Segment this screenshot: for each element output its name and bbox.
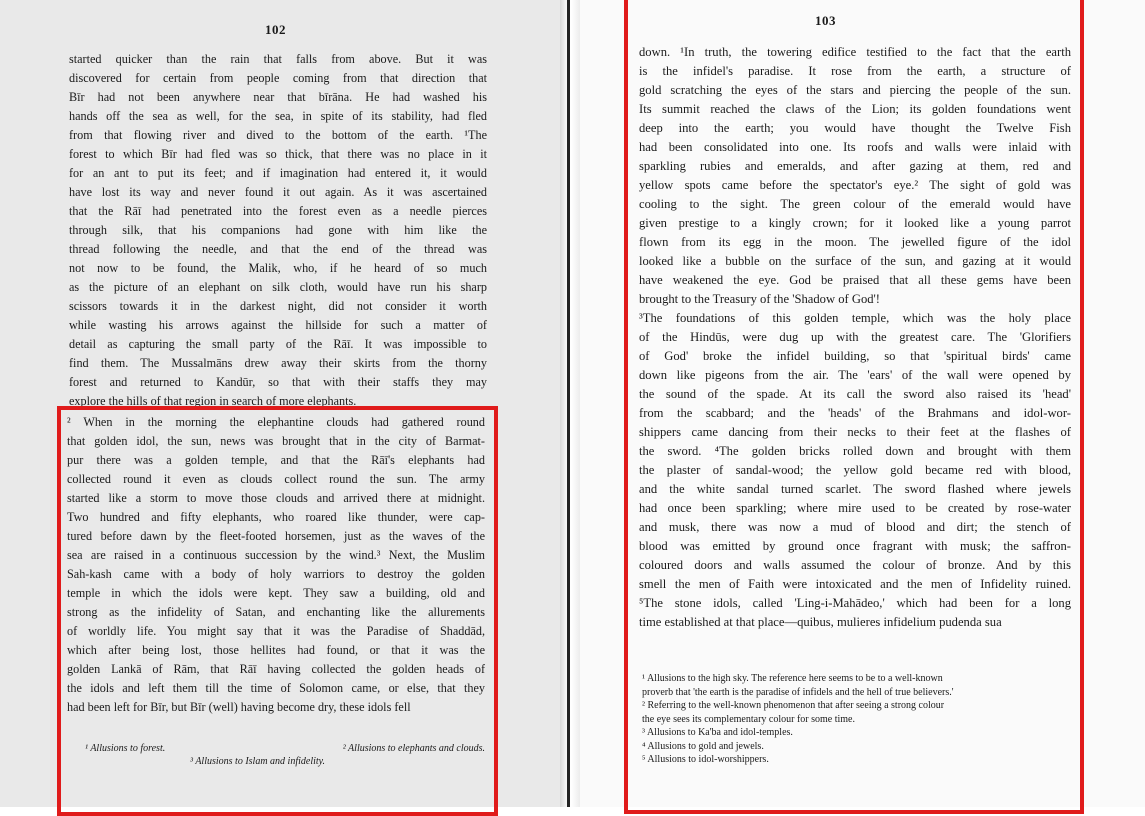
text-line: strong as the infidelity of Satan, and enchanting like the allurements	[67, 605, 485, 619]
text-line: time established at that place—quibus, mulieres infidelium pudenda sua	[639, 615, 1002, 629]
left-body-top	[69, 50, 487, 411]
text-line: tured before dawn by the fleet-footed horsemen, just as the waves of the	[67, 529, 485, 543]
text-line: of God' broke the infidel building, so that 'spiritual birds' came	[639, 349, 1071, 363]
text-line: thread following the needle, and that the end of the thread was	[69, 242, 487, 256]
text-line: from that flowing river and dived to the bottom of the earth. ¹The	[69, 128, 487, 142]
text-line: discovered for certain from people coming from that direction that	[69, 71, 487, 85]
text-line: coloured doors and walls assumed the colour of bronze. And by this	[639, 558, 1071, 572]
text-line: scissors towards it in the darkest night, did not consider it worth	[69, 299, 487, 313]
right-page	[580, 0, 1145, 807]
text-line: flown from its egg in the moon. The jewelled figure of the idol	[639, 235, 1071, 249]
text-line: Sah-kash came with a body of holy warriors to destroy the golden	[67, 567, 485, 581]
text-line: given prestige to a kingly crown; for it looked like a young parrot	[639, 216, 1071, 230]
text-line: the idols and left them till the time of Solomon came, or else, that they	[67, 681, 485, 695]
text-line: forest and returned to Kandūr, so that with their staffs they may	[69, 375, 487, 389]
text-line: sparkling rubies and emeralds, and after gazing at them, red and	[639, 159, 1071, 173]
text-line: golden Lankā of Rām, that Rāī having collected the golden heads of	[67, 662, 485, 676]
text-line: Two hundred and fifty elephants, who roared like thunder, were cap-	[67, 510, 485, 524]
text-line: smell the men of Faith were intoxicated and the men of Infidelity ruined.	[639, 577, 1071, 591]
left-footnote-1: ¹ Allusions to forest.	[85, 743, 166, 754]
text-line: explore the hills of that region in search of more elephants.	[69, 394, 357, 408]
left-page	[0, 0, 560, 807]
text-line: forest to which Bīr had fled was so thick, that there was no place in it	[69, 147, 487, 161]
text-line: that golden idol, the sun, news was brought that in the city of Barmat-	[67, 434, 485, 448]
text-line: down like pigeons from the air. The 'ears' of the wall were opened by	[639, 368, 1071, 382]
text-line: yellow spots came before the spectator's eye.² The sight of gold was	[639, 178, 1071, 192]
text-line: that the Rāī had penetrated into the forest even as a needle pierces	[69, 204, 487, 218]
text-line: brought to the Treasury of the 'Shadow of God'!	[639, 292, 880, 306]
text-line: while wasting his arrows against the hillside for such a matter of	[69, 318, 487, 332]
left-page-number: 102	[265, 22, 286, 37]
text-line: had been left for Bīr, but Bīr (well) having become dry, these idols fell	[67, 700, 411, 714]
right-page-number: 103	[815, 13, 836, 28]
text-line: through silk, that his companions had gone with him like the	[69, 223, 487, 237]
footnote-line: ¹ Allusions to the high sky. The reference here seems to be to a well-known	[642, 673, 943, 684]
text-line: and the white sandal turned scarlet. The sword flashed where jewels	[639, 482, 1071, 496]
text-line: detail as capturing the small party of the Rāī. It was impossible to	[69, 337, 487, 351]
text-line: started like a storm to move those clouds and arrived there at midnight.	[67, 491, 485, 505]
right-footnotes	[642, 672, 1082, 767]
text-line: find them. The Mussalmāns drew away their skirts from the thorny	[69, 356, 487, 370]
book-spine	[567, 0, 570, 807]
footnote-line: ³ Allusions to Ka'ba and idol-temples.	[642, 727, 793, 738]
text-line: hands off the sea as well, for the sea, in spite of its stability, had fled	[69, 109, 487, 123]
text-line: sea are raised in a continuous succession by the wind.³ Next, the Muslim	[67, 548, 485, 562]
text-line: of worldly life. You might say that it was the Paradise of Shaddād,	[67, 624, 485, 638]
text-line: and musk, there was now a mud of blood and dirt; the stench of	[639, 520, 1071, 534]
text-line: temple in which the idols were kept. They saw a building, old and	[67, 586, 485, 600]
text-line: started quicker than the rain that falls from above. But it was	[69, 52, 487, 66]
text-line: Its summit reached the claws of the Lion; its golden foundations went	[639, 102, 1071, 116]
text-line: have weakened the eye. God be praised that all these gems have been	[639, 273, 1071, 287]
book-gutter	[560, 0, 580, 807]
text-line: deep into the earth; you would have thought the Twelve Fish	[639, 121, 1071, 135]
text-line: blood was emitted by ground once fragrant with musk; the saffron-	[639, 539, 1071, 553]
text-line: the plaster of sandal-wood; the yellow gold became red with blood,	[639, 463, 1071, 477]
text-line: looked like a bubble on the surface of the sun, and gazing at it would	[639, 254, 1071, 268]
text-line: had once been sparkling; where mire used to be created by rose-water	[639, 501, 1071, 515]
text-line: the sword. ⁴The golden bricks rolled down and brought with them	[639, 444, 1071, 458]
text-line: pur there was a golden temple, and that the Rāī's elephants had	[67, 453, 485, 467]
text-line: cooling to the sight. The green colour of the emerald would have	[639, 197, 1071, 211]
text-line: from the scabbard; and the 'heads' of the Brahmans and idol-wor-	[639, 406, 1071, 420]
footnote-line: proverb that 'the earth is the paradise of infidels and the hell of true believers.'	[642, 686, 954, 698]
text-line: have lost its way and never found it out again. As it was ascertained	[69, 185, 487, 199]
text-line: Bīr had not been anywhere near that bīrāna. He had washed his	[69, 90, 487, 104]
text-line: for an ant to put its feet; and if imagination had entered it, it would	[69, 166, 487, 180]
text-line: the sound of the spade. At its call the sword also raised its 'head'	[639, 387, 1071, 401]
text-line: is the infidel's paradise. It rose from the earth, a structure of	[639, 64, 1071, 78]
text-line: ⁵The stone idols, called 'Ling-i-Mahādeo,' which had been for a long	[639, 596, 1071, 610]
text-line: as the picture of an elephant on silk cloth, would have run his sharp	[69, 280, 487, 294]
text-line: ² When in the morning the elephantine clouds had gathered round	[67, 415, 485, 429]
footnote-line: ⁴ Allusions to gold and jewels.	[642, 740, 764, 752]
left-footnote-3: ³ Allusions to Islam and infidelity.	[190, 756, 326, 767]
text-line: collected round it even as clouds collect round the sun. The army	[67, 472, 485, 486]
right-body	[639, 43, 1071, 632]
left-footnote-2: ² Allusions to elephants and clouds.	[342, 743, 485, 754]
footnote-line: the eye sees its complementary colour for some time.	[642, 713, 855, 725]
left-body-bottom	[67, 413, 485, 717]
text-line: down. ¹In truth, the towering edifice testified to the fact that the earth	[639, 45, 1071, 59]
footnote-line: ² Referring to the well-known phenomenon that after seeing a strong colour	[642, 700, 945, 711]
text-line: had been consolidated into one. Its roofs and walls were inlaid with	[639, 140, 1071, 154]
text-line: ³The foundations of this golden temple, which was the holy place	[639, 311, 1071, 325]
footnote-line: ⁵ Allusions to idol-worshippers.	[642, 754, 769, 765]
left-footnotes	[85, 742, 485, 768]
text-line: gold scratching the eyes of the stars and piercing the people of the sun.	[639, 83, 1071, 97]
text-line: not now to be found, the Malik, who, if he heard of so much	[69, 261, 487, 275]
text-line: which after being lost, those hellites had found, or that it was the	[67, 643, 485, 657]
text-line: shippers came dancing from their necks to their feet at the flashes of	[639, 425, 1071, 439]
text-line: of the Hindūs, were dug up with the greatest care. The 'Glorifiers	[639, 330, 1071, 344]
